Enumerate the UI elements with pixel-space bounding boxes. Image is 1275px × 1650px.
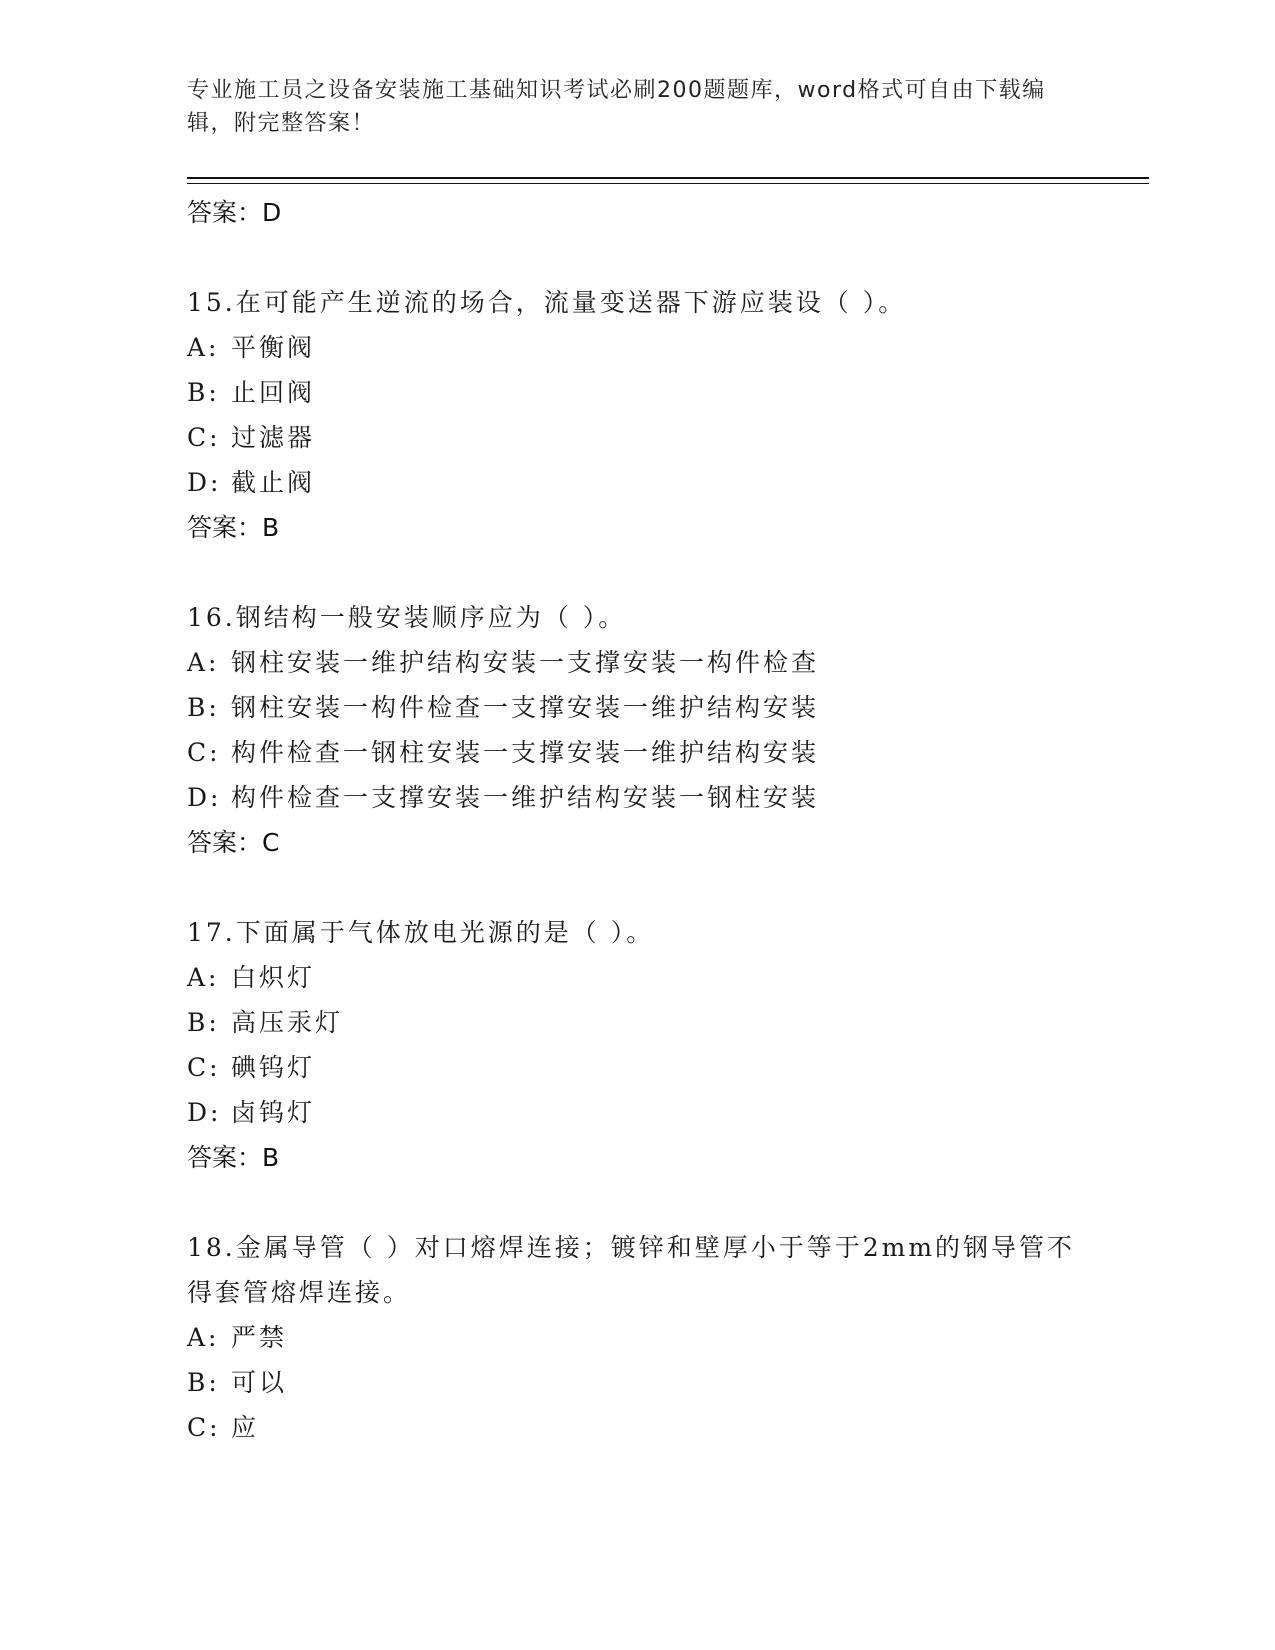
option-d <box>187 1090 1087 1135</box>
spacer <box>187 550 1087 595</box>
option-text: 钢柱安装一维护结构安装一支撑安装一构件检查 <box>231 648 820 677</box>
option-a <box>187 1315 1087 1360</box>
question-text: 16.钢结构一般安装顺序应为（ ）。 <box>187 603 627 632</box>
option-key: C: <box>187 1413 221 1442</box>
option-key: D: <box>187 1098 222 1127</box>
option-key: A: <box>187 963 220 992</box>
question-text: 18.金属导管（ ）对口熔焊连接；镀锌和壁厚小于等于2mm的钢导管不得套管熔焊连接。 <box>187 1233 1076 1307</box>
option-key: D: <box>187 783 222 812</box>
option-text: 过滤器 <box>231 423 316 452</box>
question-item <box>187 595 1087 865</box>
question-list <box>187 190 1087 1450</box>
option-text: 可以 <box>231 1368 288 1397</box>
option-b <box>187 1360 1087 1405</box>
option-b <box>187 685 1087 730</box>
option-d <box>187 460 1087 505</box>
option-text: 应 <box>231 1413 260 1442</box>
question-text: 17.下面属于气体放电光源的是（ ）。 <box>187 918 655 947</box>
answer-line: 答案：C <box>187 828 280 857</box>
option-text: 构件检查一钢柱安装一支撑安装一维护结构安装 <box>231 738 820 767</box>
option-a <box>187 640 1087 685</box>
option-text: 碘钨灯 <box>231 1053 316 1082</box>
option-text: 白炽灯 <box>231 963 316 992</box>
option-text: 钢柱安装一构件检查一支撑安装一维护结构安装 <box>231 693 820 722</box>
option-text: 平衡阀 <box>231 333 316 362</box>
option-c <box>187 415 1087 460</box>
option-text: 止回阀 <box>231 378 316 407</box>
question-text: 15.在可能产生逆流的场合，流量变送器下游应装设（ ）。 <box>187 288 907 317</box>
answer-line: 答案：D <box>187 198 282 227</box>
option-key: B: <box>187 1008 220 1037</box>
answer-line: 答案：B <box>187 1143 280 1172</box>
header-divider-thick <box>187 177 1149 179</box>
option-key: B: <box>187 693 220 722</box>
spacer <box>187 865 1087 910</box>
document-header: 专业施工员之设备安装施工基础知识考试必刷200题题库，word格式可自由下载编辑，附完整答案！ <box>187 78 1046 136</box>
option-b <box>187 1000 1087 1045</box>
option-key: C: <box>187 423 221 452</box>
option-key: B: <box>187 378 220 407</box>
option-text: 截止阀 <box>231 468 316 497</box>
answer-line: 答案：B <box>187 513 280 542</box>
question-item <box>187 910 1087 1180</box>
spacer <box>187 1180 1087 1225</box>
option-c <box>187 730 1087 775</box>
option-b <box>187 370 1087 415</box>
option-key: D: <box>187 468 222 497</box>
option-key: A: <box>187 333 220 362</box>
question-item <box>187 1225 1087 1450</box>
option-d <box>187 775 1087 820</box>
option-text: 卤钨灯 <box>231 1098 316 1127</box>
option-key: A: <box>187 648 220 677</box>
option-c <box>187 1045 1087 1090</box>
option-key: A: <box>187 1323 220 1352</box>
option-key: C: <box>187 1053 221 1082</box>
option-a <box>187 325 1087 370</box>
option-key: C: <box>187 738 221 767</box>
option-text: 严禁 <box>231 1323 288 1352</box>
option-key: B: <box>187 1368 220 1397</box>
option-a <box>187 955 1087 1000</box>
question-item <box>187 280 1087 550</box>
option-text: 高压汞灯 <box>231 1008 344 1037</box>
spacer <box>187 235 1087 280</box>
option-c <box>187 1405 1087 1450</box>
header-divider-thin <box>187 183 1149 184</box>
option-text: 构件检查一支撑安装一维护结构安装一钢柱安装 <box>231 783 820 812</box>
